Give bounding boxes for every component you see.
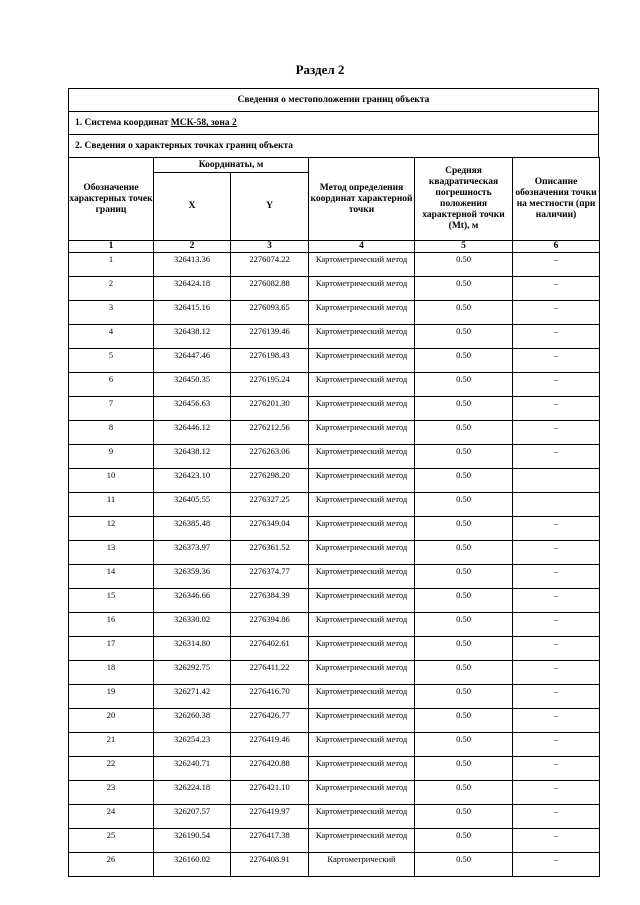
table-row	[69, 397, 600, 421]
x-coordinate-cell: 326359.36	[154, 565, 231, 589]
coordinate-system-label: 1. Система координат	[75, 118, 171, 128]
x-coordinate-cell: 326447.46	[154, 349, 231, 373]
table-row	[69, 613, 600, 637]
y-coordinate-cell: 2276139.46	[231, 325, 309, 349]
accuracy-cell: 0.50	[415, 757, 513, 781]
table-row	[69, 325, 600, 349]
description-cell	[513, 493, 600, 517]
table-row	[69, 445, 600, 469]
point-number-cell: 22	[69, 757, 154, 781]
point-number-cell: 3	[69, 301, 154, 325]
column-number: 3	[231, 241, 309, 253]
column-numbers-row	[69, 241, 600, 253]
y-coordinate-cell: 2276419.46	[231, 733, 309, 757]
section-title: Раздел 2	[295, 62, 345, 77]
accuracy-cell: 0.50	[415, 349, 513, 373]
accuracy-cell: 0.50	[415, 493, 513, 517]
method-cell: Картометрический метод	[309, 253, 415, 277]
description-cell: –	[513, 373, 600, 397]
point-number-cell: 11	[69, 493, 154, 517]
method-cell: Картометрический метод	[309, 541, 415, 565]
accuracy-cell: 0.50	[415, 469, 513, 493]
method-cell: Картометрический метод	[309, 661, 415, 685]
method-cell: Картометрический метод	[309, 325, 415, 349]
col-y: Y	[231, 173, 309, 241]
table-row	[69, 373, 600, 397]
description-cell: –	[513, 757, 600, 781]
description-cell: –	[513, 589, 600, 613]
x-coordinate-cell: 326271.42	[154, 685, 231, 709]
method-cell: Картометрический метод	[309, 709, 415, 733]
description-cell: –	[513, 853, 600, 877]
point-number-cell: 6	[69, 373, 154, 397]
method-cell: Картометрический метод	[309, 445, 415, 469]
description-cell: –	[513, 349, 600, 373]
accuracy-cell: 0.50	[415, 325, 513, 349]
x-coordinate-cell: 326415.16	[154, 301, 231, 325]
y-coordinate-cell: 2276074.22	[231, 253, 309, 277]
accuracy-cell: 0.50	[415, 589, 513, 613]
x-coordinate-cell: 326446.12	[154, 421, 231, 445]
method-cell: Картометрический метод	[309, 613, 415, 637]
point-number-cell: 1	[69, 253, 154, 277]
accuracy-cell: 0.50	[415, 781, 513, 805]
y-coordinate-cell: 2276201.30	[231, 397, 309, 421]
description-cell: –	[513, 613, 600, 637]
y-coordinate-cell: 2276421.10	[231, 781, 309, 805]
method-cell: Картометрический метод	[309, 829, 415, 853]
description-cell: –	[513, 301, 600, 325]
x-coordinate-cell: 326254.23	[154, 733, 231, 757]
point-number-cell: 14	[69, 565, 154, 589]
y-coordinate-cell: 2276416.70	[231, 685, 309, 709]
x-coordinate-cell: 326292.75	[154, 661, 231, 685]
method-cell: Картометрический метод	[309, 685, 415, 709]
table-row	[69, 733, 600, 757]
accuracy-cell: 0.50	[415, 733, 513, 757]
method-cell: Картометрический метод	[309, 733, 415, 757]
accuracy-cell: 0.50	[415, 565, 513, 589]
accuracy-cell: 0.50	[415, 613, 513, 637]
description-cell: –	[513, 685, 600, 709]
column-number: 5	[415, 241, 513, 253]
method-cell: Картометрический метод	[309, 301, 415, 325]
accuracy-cell: 0.50	[415, 637, 513, 661]
y-coordinate-cell: 2276327.25	[231, 493, 309, 517]
accuracy-cell: 0.50	[415, 805, 513, 829]
x-coordinate-cell: 326373.97	[154, 541, 231, 565]
accuracy-cell: 0.50	[415, 685, 513, 709]
col-description: Описание обозначения точки на местности (при наличии)	[513, 158, 600, 241]
method-cell: Картометрический метод	[309, 349, 415, 373]
method-cell: Картометрический метод	[309, 565, 415, 589]
accuracy-cell: 0.50	[415, 541, 513, 565]
description-cell: –	[513, 781, 600, 805]
method-cell: Картометрический метод	[309, 493, 415, 517]
accuracy-cell: 0.50	[415, 253, 513, 277]
point-number-cell: 25	[69, 829, 154, 853]
table-row	[69, 349, 600, 373]
x-coordinate-cell: 326330.02	[154, 613, 231, 637]
method-cell: Картометрический метод	[309, 589, 415, 613]
table-row	[69, 853, 600, 877]
method-cell: Картометрический	[309, 853, 415, 877]
table-row	[69, 757, 600, 781]
point-number-cell: 9	[69, 445, 154, 469]
table-row	[69, 469, 600, 493]
y-coordinate-cell: 2276417.38	[231, 829, 309, 853]
coordinate-system-line	[68, 111, 599, 135]
accuracy-cell: 0.50	[415, 397, 513, 421]
table-row	[69, 589, 600, 613]
table-row	[69, 685, 600, 709]
accuracy-cell: 0.50	[415, 373, 513, 397]
accuracy-cell: 0.50	[415, 709, 513, 733]
description-cell: –	[513, 421, 600, 445]
table-row	[69, 301, 600, 325]
method-cell: Картометрический метод	[309, 421, 415, 445]
y-coordinate-cell: 2276408.91	[231, 853, 309, 877]
y-coordinate-cell: 2276349.04	[231, 517, 309, 541]
accuracy-cell: 0.50	[415, 517, 513, 541]
table-row	[69, 277, 600, 301]
x-coordinate-cell: 326413.36	[154, 253, 231, 277]
col-x: X	[154, 173, 231, 241]
point-number-cell: 16	[69, 613, 154, 637]
x-coordinate-cell: 326405.55	[154, 493, 231, 517]
x-coordinate-cell: 326314.80	[154, 637, 231, 661]
method-cell: Картометрический метод	[309, 517, 415, 541]
point-number-cell: 17	[69, 637, 154, 661]
column-number: 2	[154, 241, 231, 253]
accuracy-cell: 0.50	[415, 445, 513, 469]
point-number-cell: 10	[69, 469, 154, 493]
point-number-cell: 4	[69, 325, 154, 349]
point-number-cell: 21	[69, 733, 154, 757]
table-row	[69, 781, 600, 805]
point-number-cell: 26	[69, 853, 154, 877]
x-coordinate-cell: 326224.18	[154, 781, 231, 805]
accuracy-cell: 0.50	[415, 853, 513, 877]
point-number-cell: 19	[69, 685, 154, 709]
y-coordinate-cell: 2276198.43	[231, 349, 309, 373]
x-coordinate-cell: 326160.02	[154, 853, 231, 877]
accuracy-cell: 0.50	[415, 421, 513, 445]
y-coordinate-cell: 2276298.20	[231, 469, 309, 493]
col-point-designation: Обозначение характерных точек границ	[69, 158, 154, 241]
point-number-cell: 15	[69, 589, 154, 613]
table-row	[69, 517, 600, 541]
col-coordinates: Координаты, м	[154, 158, 309, 173]
point-number-cell: 5	[69, 349, 154, 373]
y-coordinate-cell: 2276361.52	[231, 541, 309, 565]
x-coordinate-cell: 326346.66	[154, 589, 231, 613]
table-row	[69, 253, 600, 277]
method-cell: Картометрический метод	[309, 277, 415, 301]
table-row	[69, 805, 600, 829]
col-accuracy: Средняя квадратическая погрешность положения характерной точки (Mt), м	[415, 158, 513, 241]
table-row	[69, 709, 600, 733]
method-cell: Картометрический метод	[309, 397, 415, 421]
table-row	[69, 565, 600, 589]
x-coordinate-cell: 326260.38	[154, 709, 231, 733]
description-cell: –	[513, 565, 600, 589]
point-number-cell: 18	[69, 661, 154, 685]
y-coordinate-cell: 2276082.88	[231, 277, 309, 301]
point-number-cell: 2	[69, 277, 154, 301]
method-cell: Картометрический метод	[309, 637, 415, 661]
description-cell	[513, 469, 600, 493]
accuracy-cell: 0.50	[415, 829, 513, 853]
col-method: Метод определения координат характерной точки	[309, 158, 415, 241]
y-coordinate-cell: 2276195.24	[231, 373, 309, 397]
x-coordinate-cell: 326438.12	[154, 445, 231, 469]
description-cell: –	[513, 517, 600, 541]
accuracy-cell: 0.50	[415, 301, 513, 325]
column-number: 1	[69, 241, 154, 253]
description-cell: –	[513, 541, 600, 565]
description-cell: –	[513, 805, 600, 829]
accuracy-cell: 0.50	[415, 277, 513, 301]
points-table	[68, 157, 600, 877]
table-row	[69, 541, 600, 565]
y-coordinate-cell: 2276093.65	[231, 301, 309, 325]
point-number-cell: 23	[69, 781, 154, 805]
point-number-cell: 8	[69, 421, 154, 445]
description-cell: –	[513, 445, 600, 469]
method-cell: Картометрический метод	[309, 805, 415, 829]
description-cell: –	[513, 325, 600, 349]
point-number-cell: 20	[69, 709, 154, 733]
y-coordinate-cell: 2276374.77	[231, 565, 309, 589]
x-coordinate-cell: 326423.10	[154, 469, 231, 493]
description-cell: –	[513, 277, 600, 301]
x-coordinate-cell: 326240.71	[154, 757, 231, 781]
point-number-cell: 12	[69, 517, 154, 541]
y-coordinate-cell: 2276394.86	[231, 613, 309, 637]
method-cell: Картометрический метод	[309, 373, 415, 397]
boundary-location-heading: Сведения о местоположении границ объекта	[68, 88, 599, 112]
description-cell: –	[513, 637, 600, 661]
table-row	[69, 661, 600, 685]
x-coordinate-cell: 326424.18	[154, 277, 231, 301]
y-coordinate-cell: 2276411.22	[231, 661, 309, 685]
y-coordinate-cell: 2276402.61	[231, 637, 309, 661]
x-coordinate-cell: 326438.12	[154, 325, 231, 349]
table-row	[69, 421, 600, 445]
y-coordinate-cell: 2276419.97	[231, 805, 309, 829]
description-cell: –	[513, 253, 600, 277]
y-coordinate-cell: 2276263.06	[231, 445, 309, 469]
description-cell: –	[513, 733, 600, 757]
x-coordinate-cell: 326207.57	[154, 805, 231, 829]
description-cell: –	[513, 709, 600, 733]
table-row	[69, 829, 600, 853]
characteristic-points-heading: 2. Сведения о характерных точках границ объекта	[68, 134, 599, 158]
description-cell: –	[513, 829, 600, 853]
point-number-cell: 13	[69, 541, 154, 565]
column-number: 6	[513, 241, 600, 253]
point-number-cell: 7	[69, 397, 154, 421]
point-number-cell: 24	[69, 805, 154, 829]
coordinate-system-value: МСК-58, зона 2	[170, 118, 237, 128]
accuracy-cell: 0.50	[415, 661, 513, 685]
method-cell: Картометрический метод	[309, 469, 415, 493]
y-coordinate-cell: 2276420.88	[231, 757, 309, 781]
x-coordinate-cell: 326385.48	[154, 517, 231, 541]
y-coordinate-cell: 2276212.56	[231, 421, 309, 445]
points-table-body	[69, 253, 600, 877]
x-coordinate-cell: 326190.54	[154, 829, 231, 853]
table-row	[69, 637, 600, 661]
description-cell: –	[513, 397, 600, 421]
y-coordinate-cell: 2276426.77	[231, 709, 309, 733]
method-cell: Картометрический метод	[309, 757, 415, 781]
x-coordinate-cell: 326450.35	[154, 373, 231, 397]
x-coordinate-cell: 326456.63	[154, 397, 231, 421]
method-cell: Картометрический метод	[309, 781, 415, 805]
y-coordinate-cell: 2276384.39	[231, 589, 309, 613]
table-row	[69, 493, 600, 517]
description-cell: –	[513, 661, 600, 685]
column-number: 4	[309, 241, 415, 253]
